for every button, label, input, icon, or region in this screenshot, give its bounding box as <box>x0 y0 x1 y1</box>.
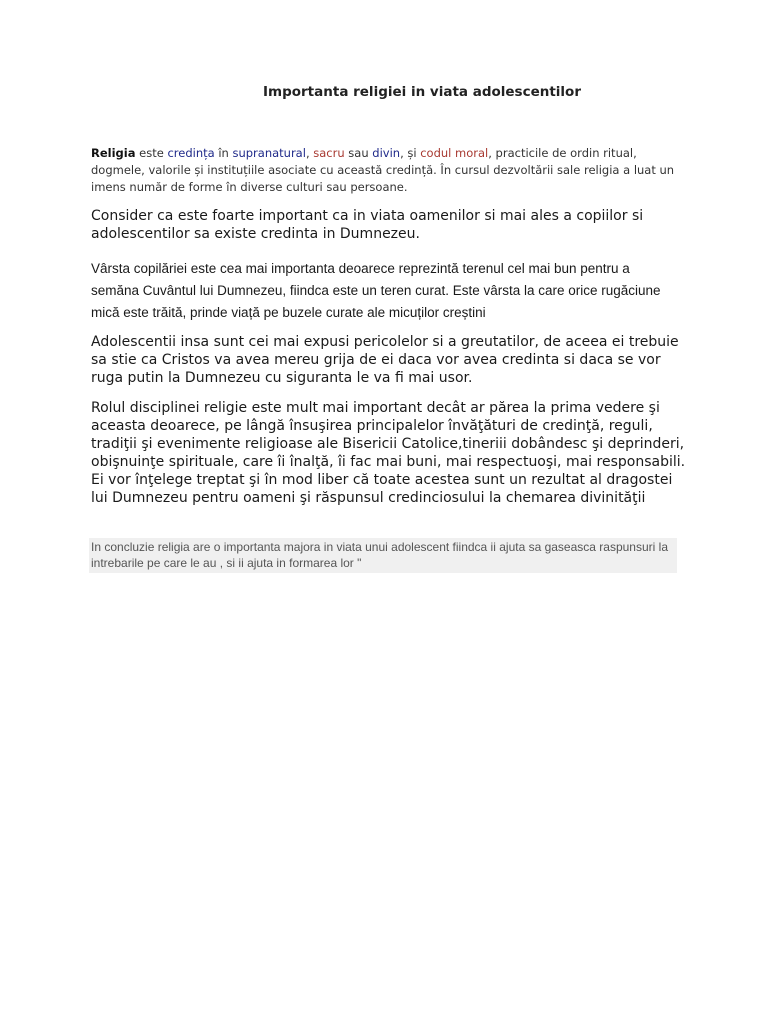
intro-text-1: este <box>135 146 168 160</box>
link-sacru[interactable]: sacru <box>313 146 345 160</box>
document-title: Importanta religiei in viata adolescentilor <box>263 84 581 100</box>
intro-text-5: , și <box>400 146 421 160</box>
paragraph-childhood: Vârsta copilăriei este cea mai importanta deoarece reprezintă terenul cel mai bun pentru a semăna Cuvântul lui Dumnezeu, fiindca este un teren curat. Este vârsta la care orice rugăciune mică este trăită, prinde viață pe buzele curate ale micuților creștini <box>91 261 661 320</box>
paragraph-religion-discipline: Rolul disciplinei religie este mult mai important decât ar părea la prima vedere şi aceasta deoarece, pe lângă însuşirea principalelor învăţături de credinţă, reguli, tradiţii şi evenimente religioase ale Bisericii Catolice,tineriii dobândesc şi deprinderi, obişnuinţe spirituale, care îi înalţă, îi fac mai buni, mai respectuoşi, mai responsabili. Ei vor înţelege treptat şi în mod liber că toate acestea sunt un rezultat al dragostei lui Dumnezeu pentru oameni şi răspunsul credinciosului la chemarea divinităţii <box>91 400 686 506</box>
paragraph-importance: Consider ca este foarte important ca in viata oamenilor si mai ales a copiilor si adolescentilor sa existe credinta in Dumnezeu. <box>91 208 644 242</box>
link-credinta[interactable]: credința <box>167 146 215 160</box>
link-supranatural[interactable]: supranatural <box>232 146 306 160</box>
intro-paragraph <box>91 145 681 196</box>
link-codul-moral[interactable]: codul moral <box>420 146 489 160</box>
intro-text-6: , practicile de ordin ritual, dogmele, valorile și instituțiile asociate cu această credință. În cursul dezvoltării sale religia a luat un imens număr de forme în diverse culturi sau persoane. <box>91 146 675 194</box>
intro-text-4: sau <box>344 146 373 160</box>
term-religia: Religia <box>91 146 136 160</box>
link-divin[interactable]: divin <box>372 146 401 160</box>
paragraph-conclusion: In concluzie religia are o importanta majora in viata unui adolescent fiindca ii ajuta sa gaseasca raspunsuri la intrebarile pe care le au , si ii ajuta in formarea lor " <box>89 538 677 573</box>
intro-text-2: în <box>214 146 233 160</box>
paragraph-adolescents: Adolescentii insa sunt cei mai expusi pericolelor si a greutatilor, de aceea ei trebuie sa stie ca Cristos va avea mereu grija de ei daca vor avea credinta si daca se vor ruga putin la Dumnezeu cu siguranta le va fi mai usor. <box>91 334 679 386</box>
intro-text-3: , <box>305 146 314 160</box>
